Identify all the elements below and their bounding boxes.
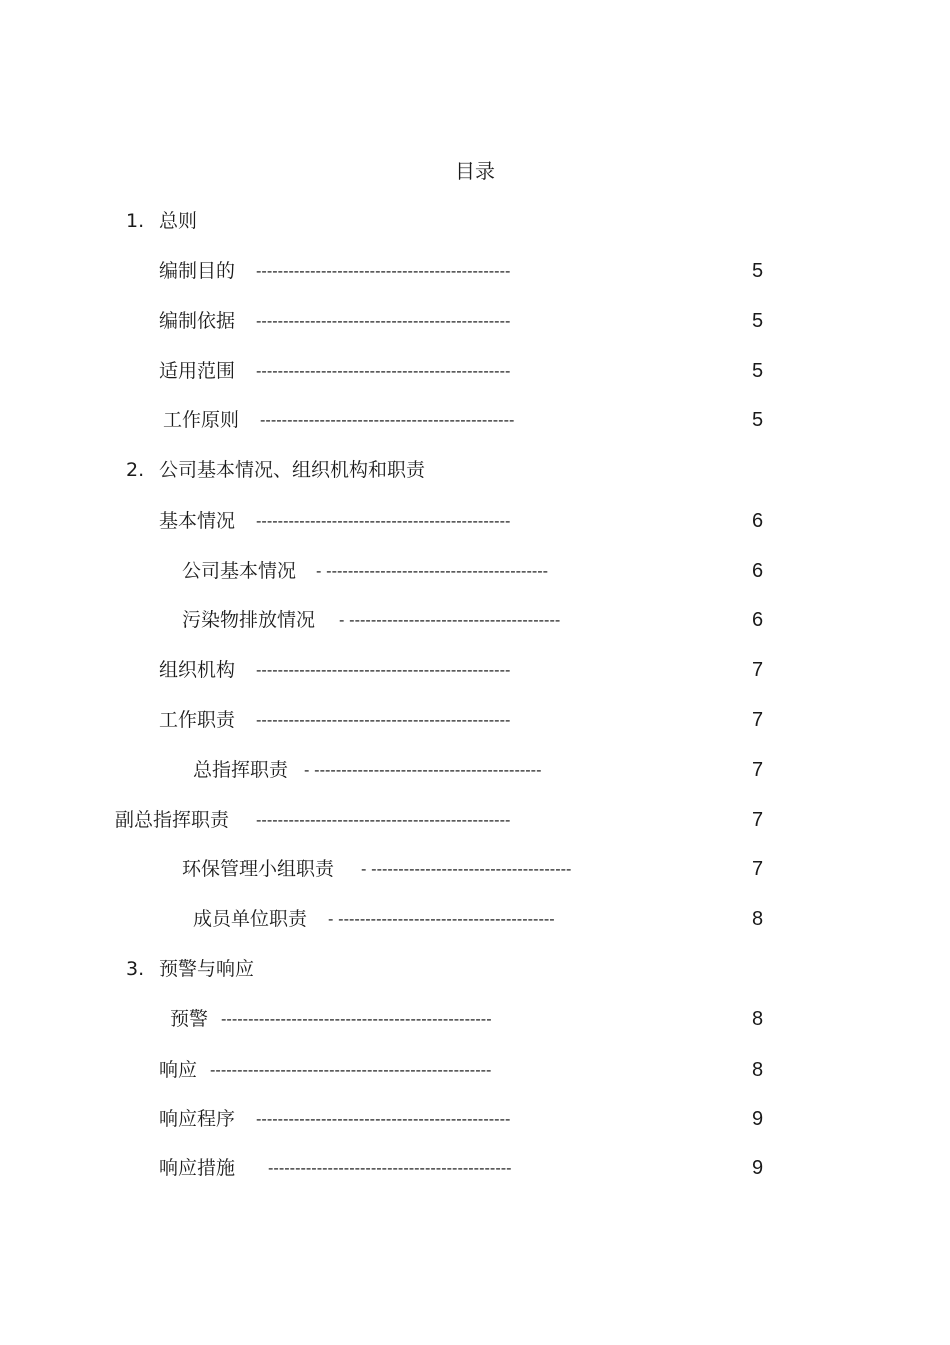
toc-entry[interactable] — [0, 358, 950, 384]
toc-page-number: 5 — [752, 260, 764, 282]
section-number: 2. — [126, 459, 145, 481]
toc-leader: - ------------------------------------------ — [304, 761, 542, 779]
toc-leader: ----------------------------------------------- — [256, 312, 511, 330]
toc-page-number: 9 — [752, 1108, 764, 1130]
toc-entry[interactable] — [0, 558, 950, 584]
toc-entry-text: 响应措施 — [159, 1157, 236, 1179]
toc-leader: ----------------------------------------------- — [256, 262, 511, 280]
toc-entry[interactable] — [0, 1006, 950, 1032]
toc-entry[interactable] — [0, 407, 950, 433]
toc-leader: --------------------------------------------- — [268, 1159, 512, 1177]
toc-entry[interactable] — [0, 258, 950, 284]
toc-entry[interactable] — [0, 1057, 950, 1083]
toc-entry-text: 工作原则 — [163, 409, 240, 431]
toc-entry-text: 副总指挥职责 — [115, 809, 230, 831]
toc-entry-text: 总指挥职责 — [193, 759, 289, 781]
toc-page-number: 9 — [752, 1157, 764, 1179]
section-number: 1. — [126, 210, 145, 232]
toc-entry[interactable] — [0, 1155, 950, 1181]
toc-entry-text: 预警 — [170, 1008, 209, 1030]
toc-entry-text: 编制目的 — [159, 260, 236, 282]
toc-page-number: 5 — [752, 409, 764, 431]
toc-entry[interactable] — [0, 807, 950, 833]
toc-entry[interactable] — [0, 657, 950, 683]
toc-leader: ----------------------------------------------- — [256, 811, 511, 829]
toc-leader: ---------------------------------------------------- — [210, 1061, 492, 1079]
toc-leader: -------------------------------------------------- — [221, 1010, 492, 1028]
toc-entry[interactable] — [0, 856, 950, 882]
toc-entry-text: 适用范围 — [159, 360, 236, 382]
toc-leader: ----------------------------------------------- — [256, 362, 511, 380]
toc-entry-text: 成员单位职责 — [193, 908, 308, 930]
toc-entry[interactable] — [0, 607, 950, 633]
toc-page-number: 7 — [752, 759, 764, 781]
toc-entry[interactable] — [0, 1106, 950, 1132]
toc-page-number: 7 — [752, 659, 764, 681]
toc-entry-text: 公司基本情况 — [182, 560, 297, 582]
toc-page-number: 8 — [752, 908, 764, 930]
toc-leader: - --------------------------------------- — [339, 611, 561, 629]
section-title: 总则 — [159, 210, 198, 232]
toc-entry-text: 污染物排放情况 — [182, 609, 316, 631]
toc-page-number: 7 — [752, 709, 764, 731]
toc-leader: ----------------------------------------------- — [256, 1110, 511, 1128]
toc-leader: ----------------------------------------------- — [256, 661, 511, 679]
toc-page-number: 5 — [752, 360, 764, 382]
section-number: 3. — [126, 958, 145, 980]
toc-leader: - ---------------------------------------- — [328, 910, 555, 928]
toc-entry-text: 基本情况 — [159, 510, 236, 532]
toc-entry-text: 工作职责 — [159, 709, 236, 731]
section-title: 公司基本情况、组织机构和职责 — [159, 459, 426, 481]
toc-entry-text: 组织机构 — [159, 659, 236, 681]
toc-section-2[interactable] — [0, 457, 950, 483]
toc-page-number: 8 — [752, 1008, 764, 1030]
toc-page-number: 6 — [752, 510, 764, 532]
toc-leader: ----------------------------------------------- — [256, 711, 511, 729]
toc-page-number: 6 — [752, 560, 764, 582]
toc-leader: - ------------------------------------- — [361, 860, 572, 878]
toc-entry[interactable] — [0, 308, 950, 334]
toc-page-number: 5 — [752, 310, 764, 332]
toc-section-3[interactable] — [0, 956, 950, 982]
toc-entry-text: 编制依据 — [159, 310, 236, 332]
toc-page-number: 7 — [752, 858, 764, 880]
toc-page-number: 7 — [752, 809, 764, 831]
toc-section-1[interactable] — [0, 208, 950, 234]
toc-page-number: 8 — [752, 1059, 764, 1081]
toc-entry-text: 响应 — [159, 1059, 198, 1081]
toc-entry[interactable] — [0, 906, 950, 932]
toc-entry-text: 环保管理小组职责 — [182, 858, 335, 880]
toc-leader: - ----------------------------------------- — [316, 562, 549, 580]
toc-page-number: 6 — [752, 609, 764, 631]
toc-title: 目录 — [455, 159, 495, 183]
toc-leader: ----------------------------------------------- — [256, 512, 511, 530]
toc-entry[interactable] — [0, 757, 950, 783]
section-title: 预警与响应 — [159, 958, 255, 980]
toc-leader: ----------------------------------------------- — [260, 411, 515, 429]
toc-entry-text: 响应程序 — [159, 1108, 236, 1130]
toc-entry[interactable] — [0, 707, 950, 733]
toc-entry[interactable] — [0, 508, 950, 534]
